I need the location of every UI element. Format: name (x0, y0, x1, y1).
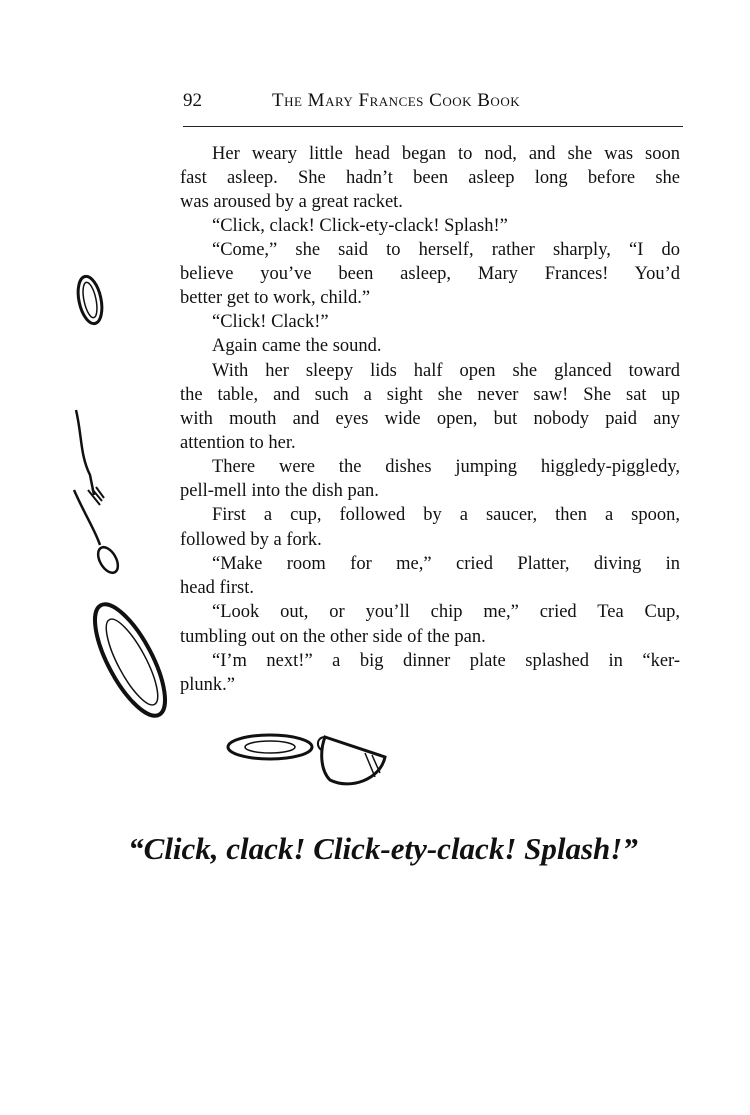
text-line: tumbling out on the other side of the pan. (180, 627, 486, 647)
text-line: Her weary little head began to nod, and she was soon (212, 144, 680, 164)
running-title: The Mary Frances Cook Book (272, 90, 521, 111)
text-line: attention to her. (180, 433, 296, 453)
illustration-caption: “Click, clack! Click-ety-clack! Splash!” (128, 831, 638, 866)
text-line: First a cup, followed by a saucer, then a spoon, (212, 505, 680, 525)
text-line: “Click, clack! Click-ety-clack! Splash!” (212, 216, 508, 236)
ring-icon (60, 270, 120, 330)
saucer-and-cup-icon (225, 725, 395, 795)
text-line: plunk.” (180, 675, 235, 695)
text-line: better get to work, child.” (180, 288, 371, 308)
text-line: “Come,” she said to herself, rather sharply, “I do (212, 240, 680, 260)
text-line: fast asleep. She hadn’t been asleep long before she (180, 168, 680, 188)
text-line: followed by a fork. (180, 530, 322, 550)
text-line: There were the dishes jumping higgledy-piggledy, (212, 457, 680, 477)
text-line: Again came the sound. (212, 336, 382, 356)
page-number: 92 (183, 90, 202, 111)
text-line: With her sleepy lids half open she glanced toward (212, 361, 680, 381)
text-line: with mouth and eyes wide open, but nobody paid any (180, 409, 680, 429)
text-line: head first. (180, 578, 254, 598)
text-line: “Make room for me,” cried Platter, diving in (212, 554, 680, 574)
header-rule (183, 126, 683, 127)
text-line: “Click! Clack!” (212, 312, 329, 332)
fork-and-spoon-icon (60, 405, 130, 580)
plate-icon (85, 598, 175, 723)
text-line: the table, and such a sight she never saw! She sat up (180, 385, 680, 405)
text-line: believe you’ve been asleep, Mary Frances! You’d (180, 264, 680, 284)
text-line: “Look out, or you’ll chip me,” cried Tea Cup, (212, 602, 680, 622)
text-line: was aroused by a great racket. (180, 192, 403, 212)
text-line: pell-mell into the dish pan. (180, 481, 379, 501)
text-line: “I’m next!” a big dinner plate splashed in “ker- (212, 651, 680, 671)
